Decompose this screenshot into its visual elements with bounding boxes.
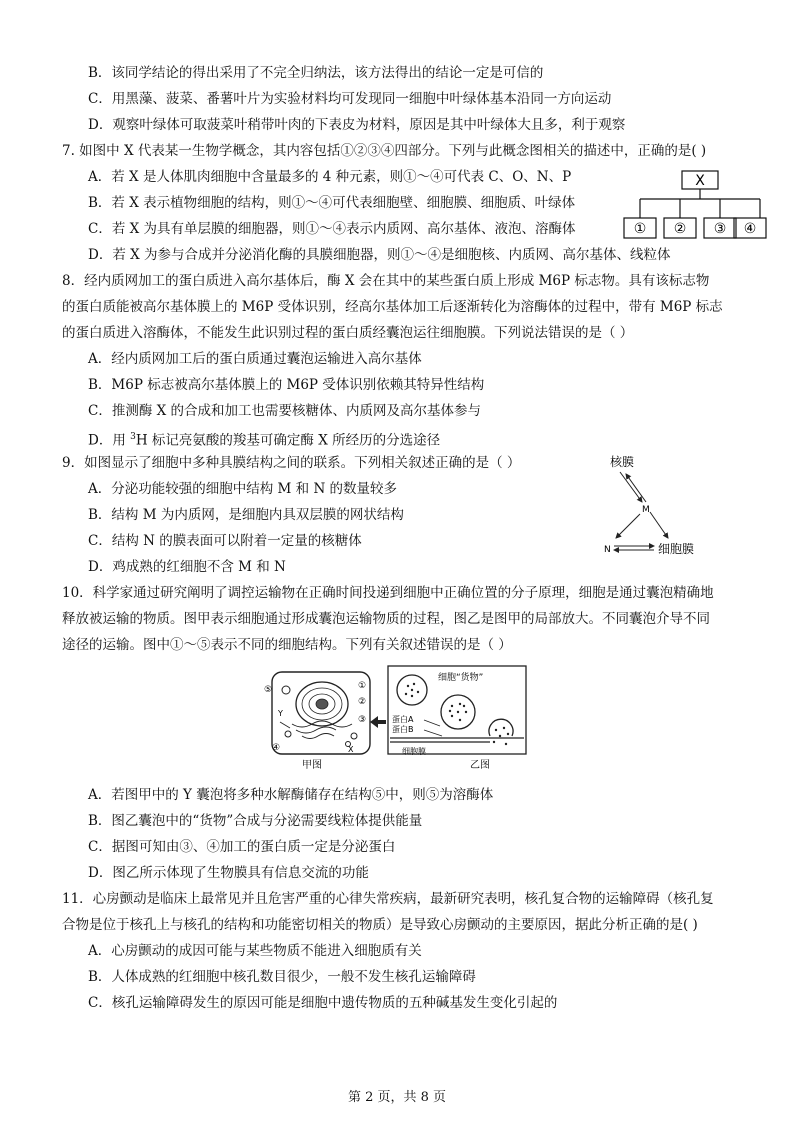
mark-5: ⑤: [264, 685, 273, 695]
mark-1: ①: [358, 681, 367, 691]
q8-option-d: [88, 428, 440, 450]
arrow-m-to-nucleus: [626, 474, 646, 502]
q10-option-a: A．若图甲中的 Y 囊泡将多种水解酶储存在结构⑤中，则⑤为溶酶体: [88, 787, 494, 803]
q10-stem-line-2: 释放被运输的物质。图甲表示细胞通过形成囊泡运输物质的过程，图乙是图甲的局部放大。不同囊泡介导不同: [62, 611, 710, 627]
q6-option-c: C．用黑藻、菠菜、番薯叶片为实验材料均可发现同一细胞中叶绿体基本沿同一方向运动: [88, 91, 612, 107]
q7-option-c: C．若 X 为具有单层膜的细胞器，则①～④表示内质网、高尔基体、液泡、溶酶体: [88, 221, 576, 237]
q8-option-b: B．M6P 标志被高尔基体膜上的 M6P 受体识别依赖其特异性结构: [88, 377, 485, 393]
figure-yi-label: 乙图: [470, 760, 490, 771]
protein-a-label: 蛋白A: [392, 715, 414, 724]
q9-membrane-diagram: [596, 452, 706, 560]
q10-option-d: D．图乙所示体现了生物膜具有信息交流的功能: [88, 865, 369, 881]
q8-stem-line-2: 的蛋白质能被高尔基体膜上的 M6P 受体识别，经高尔基体加工后逐渐转化为溶酶体的过程中，带有 M6P 标志: [62, 299, 723, 315]
q7-concept-diagram: [620, 168, 770, 242]
q9-stem: 9．如图显示了细胞中多种具膜结构之间的联系。下列相关叙述正确的是（ ）: [62, 455, 521, 471]
concept-child-2: ②: [673, 221, 687, 237]
q8-option-d-post: H 标记亮氨酸的羧基可确定酶 X 所经历的分选途径: [135, 432, 441, 449]
q11-stem-line-1: 11．心房颤动是临床上最常见并且危害严重的心律失常疾病，最新研究表明，核孔复合物的运输障碍（核孔复: [62, 891, 714, 907]
q6-option-b: B．该同学结论的得出采用了不完全归纳法，该方法得出的结论一定是可信的: [88, 65, 544, 81]
q7-option-d: D．若 X 为参与合成并分泌消化酶的具膜细胞器，则①～④是细胞核、内质网、高尔基体、线粒体: [88, 247, 671, 263]
q11-option-b: B．人体成熟的红细胞中核孔数目很少，一般不发生核孔运输障碍: [88, 969, 476, 985]
mark-x: X: [348, 745, 354, 754]
concept-child-3: ③: [713, 221, 727, 237]
figure-yi-panel: [388, 666, 526, 756]
mark-3: ③: [358, 715, 367, 725]
mark-2: ②: [358, 697, 367, 707]
page-footer: 第 2 页，共 8 页: [347, 1090, 447, 1105]
structure-n-label: N: [604, 545, 611, 555]
q7-option-a: A．若 X 是人体肌肉细胞中含量最多的 4 种元素，则①～④可代表 C、O、N、P: [88, 169, 572, 185]
q9-option-c: C．结构 N 的膜表面可以附着一定量的核糖体: [88, 533, 362, 549]
protein-b-label: 蛋白B: [392, 725, 414, 734]
cargo-label: 细胞“货物”: [438, 673, 484, 683]
q11-option-a: A．心房颤动的成因可能与某些物质不能进入细胞质有关: [88, 943, 422, 959]
q10-option-c: C．据图可知由③、④加工的蛋白质一定是分泌蛋白: [88, 839, 396, 855]
q7-option-b: B．若 X 表示植物细胞的结构，则①～④可代表细胞壁、细胞膜、细胞质、叶绿体: [88, 195, 576, 211]
q8-option-d-superscript: 3: [130, 432, 136, 442]
q9-option-d: D．鸡成熟的红细胞不含 M 和 N: [88, 559, 286, 575]
q8-option-c: C．推测酶 X 的合成和加工也需要核糖体、内质网及高尔基体参与: [88, 403, 482, 419]
arrow-m-to-membrane: [650, 512, 668, 538]
q10-stem-line-1: 10．科学家通过研究阐明了调控运输物在正确时间投递到细胞中正确位置的分子原理，细胞是通过囊泡精确地: [62, 585, 714, 601]
q10-stem-line-3: 途径的运输。图中①～⑤表示不同的细胞结构。下列有关叙述错误的是（ ）: [62, 637, 512, 653]
q9-option-a: A．分泌功能较强的细胞中结构 M 和 N 的数量较多: [88, 481, 398, 497]
arrow-m-to-n: [616, 514, 640, 538]
q7-stem: 7. 如图中 X 代表某一生物学概念，其内容包括①②③④四部分。下列与此概念图相关的描述中，正确的是( ): [62, 143, 707, 159]
concept-root: X: [695, 173, 705, 189]
q11-option-c: C．核孔运输障碍发生的原因可能是细胞中遗传物质的五种碱基发生变化引起的: [88, 995, 558, 1011]
cell-membrane-label: 细胞膜: [658, 542, 695, 556]
q9-option-b: B．结构 M 为内质网，是细胞内具双层膜的网状结构: [88, 507, 404, 523]
q10-option-b: B．图乙囊泡中的“货物”合成与分泌需要线粒体提供能量: [88, 813, 423, 829]
q11-stem-line-2: 合物是位于核孔上与核孔的结构和功能密切相关的物质）是导致心房颤动的主要原因，据此分析正确的是( ): [62, 917, 698, 933]
arrow-nucleus-to-m: [620, 472, 642, 502]
nuclear-envelope-label: 核膜: [610, 455, 635, 469]
q10-vesicle-figure: [262, 664, 530, 774]
q8-stem-line-3: 的蛋白质进入溶酶体，不能发生此识别过程的蛋白质经囊泡运往细胞膜。下列说法错误的是（ ）: [62, 325, 634, 341]
structure-m-label: M: [642, 505, 650, 515]
cell-membrane-label-fig: 细胞膜: [402, 747, 426, 756]
concept-child-4: ④: [743, 221, 757, 237]
arrow-right-icon: [370, 716, 386, 728]
q8-option-a: A．经内质网加工后的蛋白质通过囊泡运输进入高尔基体: [88, 351, 422, 367]
q8-option-d-pre: D．用: [88, 432, 131, 449]
concept-child-1: ①: [633, 221, 647, 237]
q8-stem-line-1: 8．经内质网加工的蛋白质进入高尔基体后，酶 X 会在其中的某些蛋白质上形成 M6P 标志物。具有该标志物: [62, 273, 710, 289]
mark-4: ④: [272, 743, 281, 753]
mark-y: Y: [278, 709, 283, 718]
q6-option-d: D．观察叶绿体可取菠菜叶稍带叶肉的下表皮为材料，原因是其中叶绿体大且多，利于观察: [88, 117, 626, 133]
figure-jia-label: 甲图: [302, 760, 322, 771]
figure-jia-cell: [264, 672, 370, 771]
